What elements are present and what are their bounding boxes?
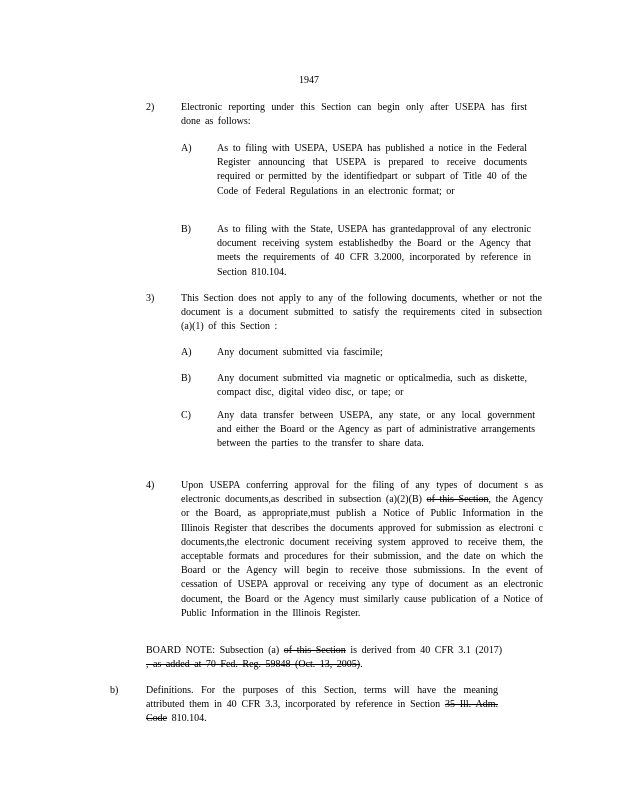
item-b-text [146,684,498,727]
item-2b-text: As to filing with the State, USEPA has grantedapproval of any electronic document receiving system establishedby the Board or the Agency that meets the requirements of 40 CFR 3.2000, incorporated by reference in Section 810.104. [217,224,531,278]
board-note-text-middle: is derived from 40 CFR 3.1 (2017) [350,645,503,656]
item-3c-text: Any data transfer between USEPA, any state, or any local government and either the Board or the Agency as part of administrative arrangements between the parties to the transfer to share data. [217,410,535,450]
item-4-text [181,479,543,621]
item-4-text-before: Upon USEPA conferring approval for the filing of any types of document s as electronic documents,as described in subsection (a)(2)(B) [181,480,543,506]
item-3a-text: Any document submitted via fascimile; [217,347,383,358]
item-3b-text: Any document submitted via magnetic or opticalmedia, such as diskette, compact disc, digital video disc, or tape; or [217,373,527,399]
board-note [146,644,502,672]
item-3b-marker: B) [181,373,191,384]
item-3-marker: 3) [146,293,155,304]
item-3c-marker: C) [181,410,191,421]
item-2a-text: As to filing with USEPA, USEPA has published a notice in the Federal Register announcing that USEPA is prepared to receive documents required or permitted by the identifiedpart or subpart of Title 40 of the Code of Federal Regulations in an electronic format; or [217,143,527,197]
item-4-marker: 4) [146,480,155,491]
item-2-text: Electronic reporting under this Section can begin only after USEPA has first done as follows: [181,102,527,128]
item-b-marker: b) [110,685,119,696]
board-note-text-after: . [360,659,363,671]
item-b-text-after: 810.104. [171,713,207,725]
item-b-text-before: Definitions. For the purposes of this Section, terms will have the meaning attributed them in 40 CFR 3.3, incorporated by reference in Section [146,685,498,711]
page-number: 1947 [299,75,319,86]
item-4-struck-text: of this Section [426,494,489,506]
item-3-text: This Section does not apply to any of the following documents, whether or not the document is a document submitted to satisfy the requirements cited in subsection (a)(1) of this Section : [181,293,542,333]
board-note-text-before: BOARD NOTE: Subsection (a) [146,645,280,656]
item-2-marker: 2) [146,102,155,113]
item-2b-marker: B) [181,224,191,235]
board-note-struck-1: of this Section [283,645,346,656]
item-2a-marker: A) [181,143,192,154]
board-note-struck-2: , as added at 70 Fed. Reg. 59848 (Oct. 13, 2005) [146,659,361,671]
item-b-struck-text: 35 Ill. Adm. Code [146,699,498,725]
item-4-text-after: , the Agency or the Board, as appropriate,must publish a Notice of Public Information in the Illinois Register that describes the documents approved for submission as electroni c documents,the electronic document receiving system approved to receive them, the acceptable formats and procedures for their submission, and the date on which the Board or the Agency will begin to receive those submissions. In the event of cessation of USEPA approval or receiving any type of document as an electronic document, the Board or the Agency must similarly cause publication of a Notice of Public Information in the Illinois Register. [181,494,544,619]
item-3a-marker: A) [181,347,192,358]
